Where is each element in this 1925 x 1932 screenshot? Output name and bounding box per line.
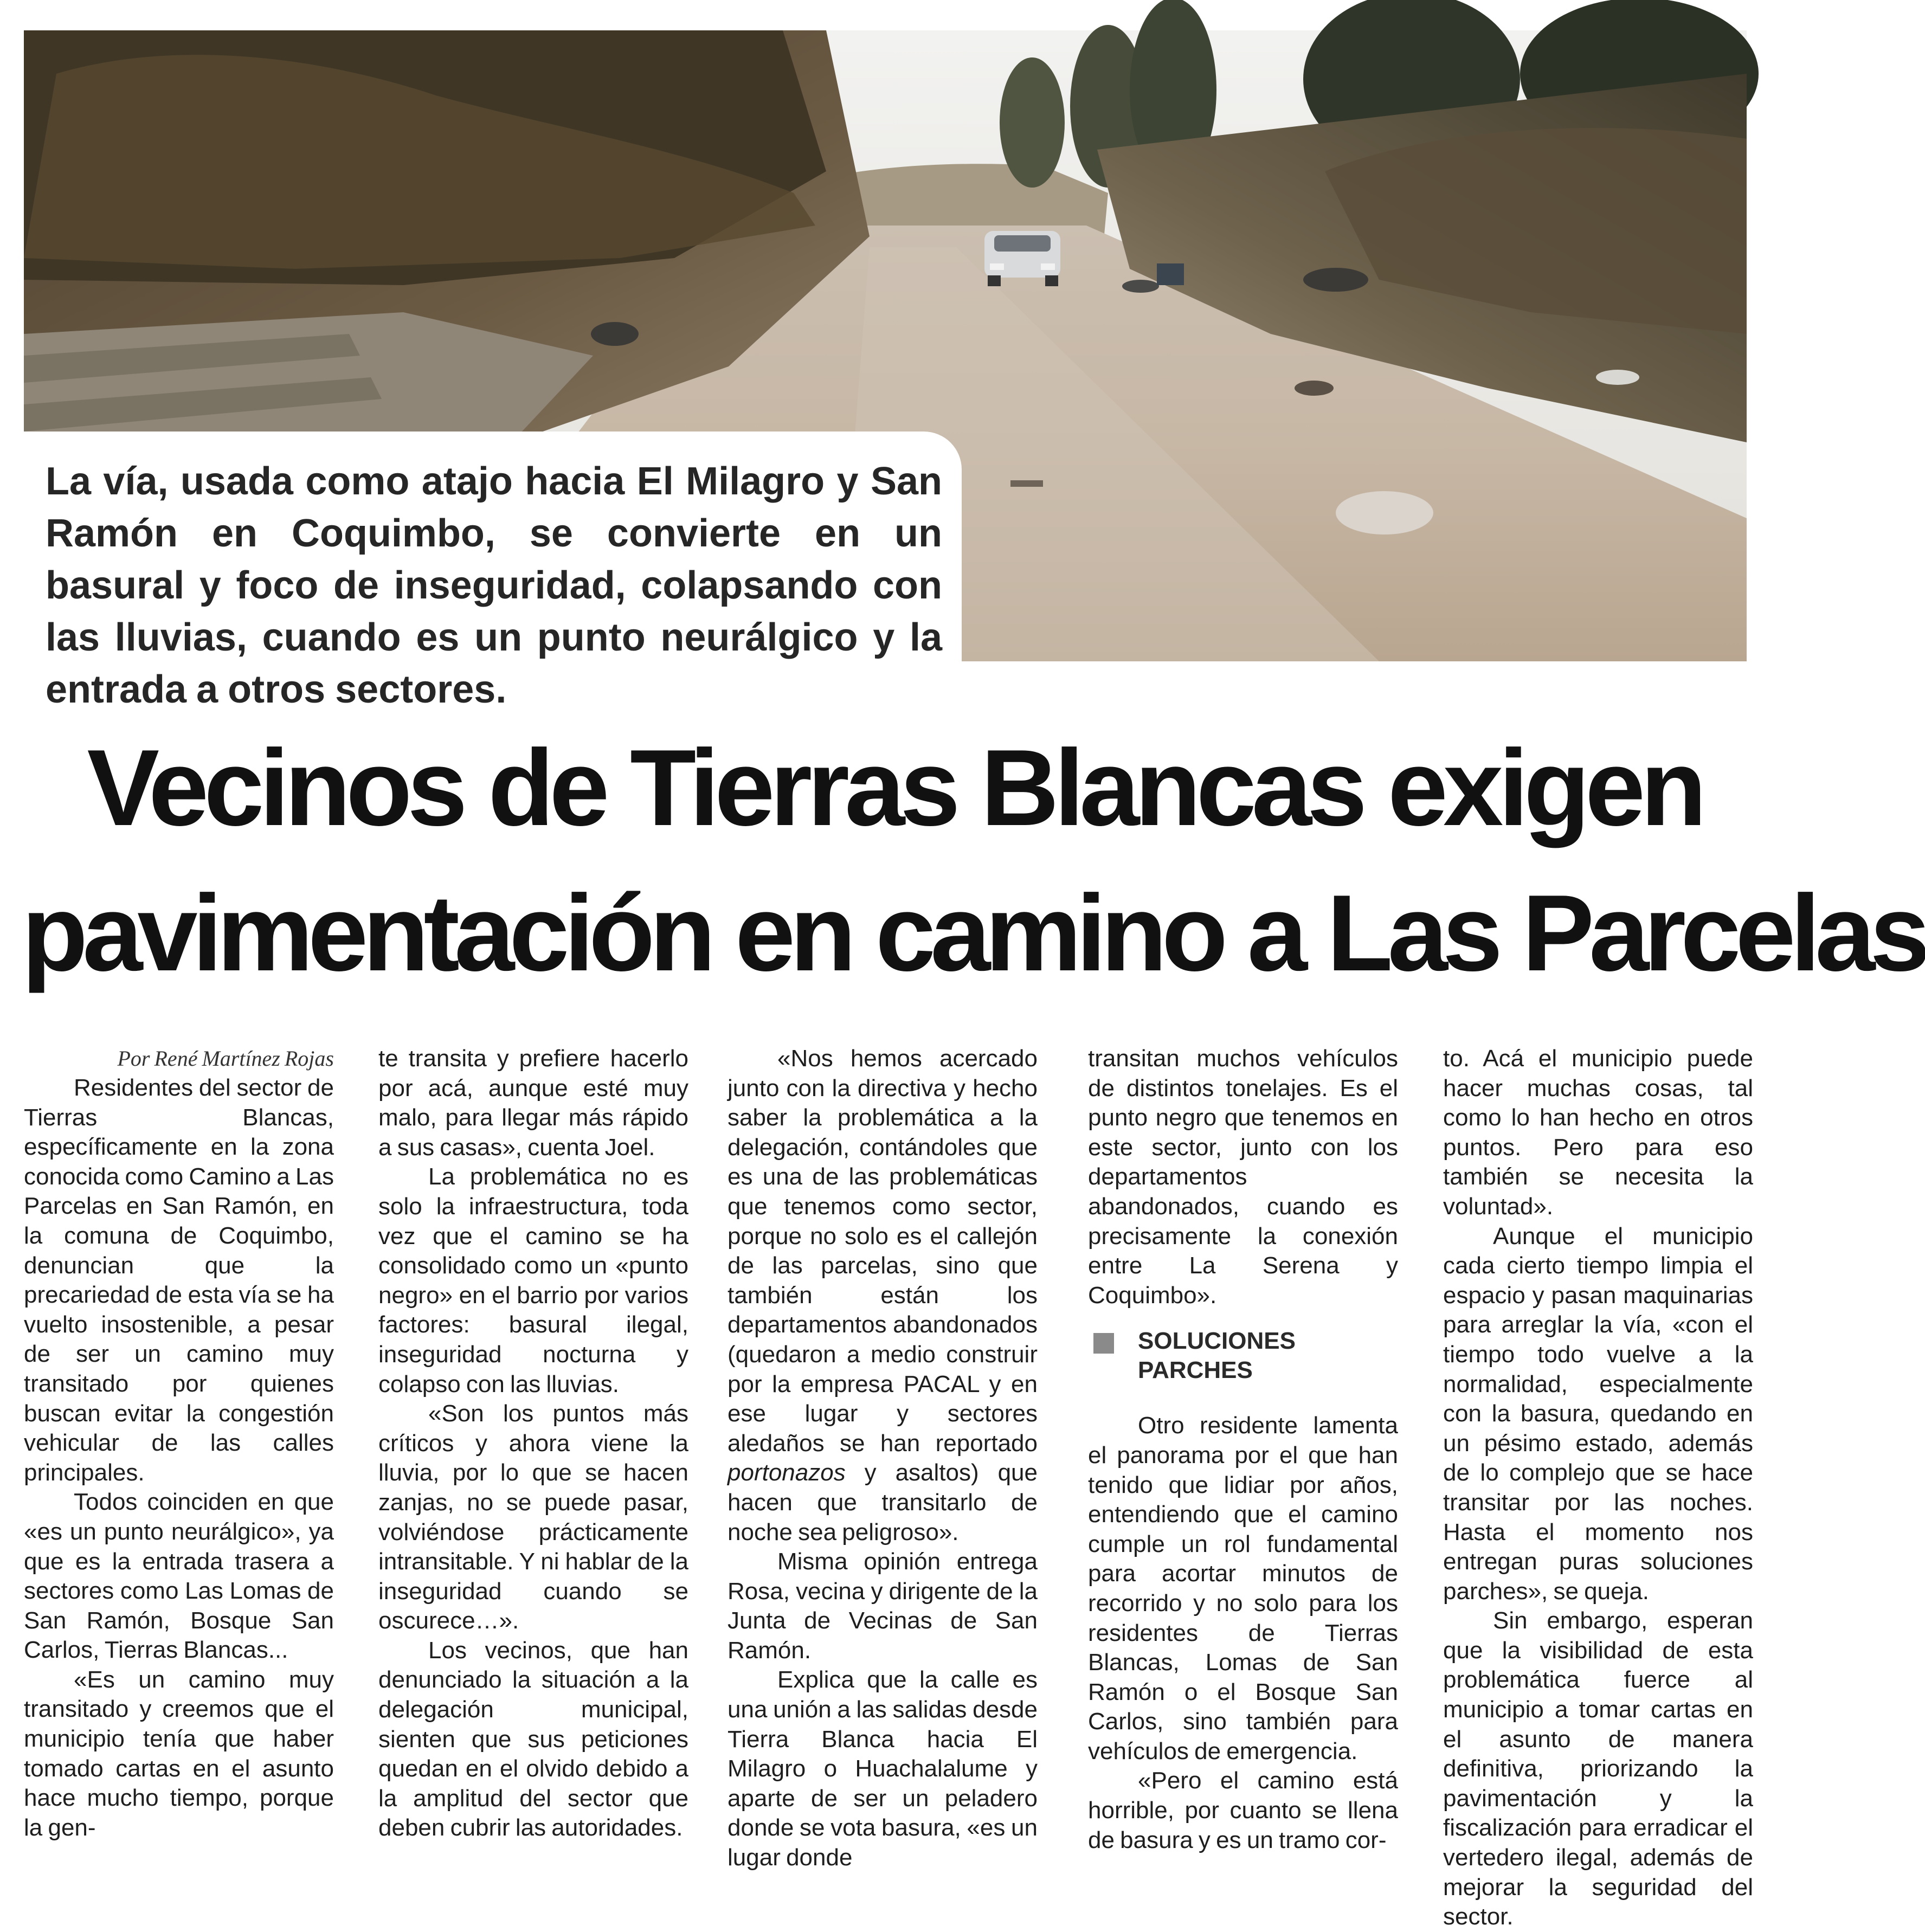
subhead [1088, 1326, 1398, 1385]
paragraph: Los vecinos, que han denunciado la situación a la delegación municipal, sienten que sus peticiones quedan en el olvido debido a la amplitud del sector que deben cubrir las autoridades. [378, 1637, 688, 1841]
subhead-line-1: SOLUCIONES [1138, 1328, 1296, 1355]
paragraph: Sin embargo, esperan que la visibilidad de esta problemática fuerce al municipio a tomar cartas en el asunto de manera definitiva, priorizando la pavimentación y la fiscalización para erradicar el vertedero ilegal, además de mejorar la seguridad del sector. [1443, 1607, 1753, 1930]
column-2 [378, 1044, 688, 1841]
headline [22, 716, 1925, 1006]
byline: Por René Martínez Rojas [117, 1046, 334, 1071]
paragraph: «Es un camino muy transitado y creemos que el municipio tenía que haber tomado cartas en el asunto hace mucho tiempo, porque la gen- [24, 1666, 334, 1841]
square-bullet-icon [1093, 1333, 1114, 1354]
paragraph: Todos coinciden en que «es un punto neurálgico», ya que es la entrada trasera a sectores como Las Lomas de San Ramón, Bosque San Carlos, Tierras Blancas... [24, 1489, 334, 1664]
paragraph: Otro residente lamenta el panorama por el que han tenido que lidiar por años, entendiendo que el camino cumple un rol fundamental para acortar minutos de recorrido y no solo para los residentes de Tierras Blancas, Lomas de San Ramón o el Bosque San Carlos, sino también para vehículos de emergencia. [1088, 1412, 1398, 1764]
column-1 [24, 1044, 334, 1841]
column-5 [1443, 1044, 1753, 1930]
italic-term: portonazos [727, 1459, 846, 1486]
subhead-line-2: PARCHES [1138, 1357, 1253, 1384]
paragraph [727, 1044, 1038, 1547]
paragraph: Aunque el municipio cada cierto tiempo limpia el espacio y pasan maquinarias para arreglar la vía, «con el tiempo todo vuelve a la normalidad, especialmente con la basura, quedando en un pésimo estado, además de lo complejo que se hace transitar por las noches. Hasta el momento nos entregan puras soluciones parches», se queja. [1443, 1222, 1753, 1605]
article-body [24, 1044, 1753, 1930]
paragraph: te transita y prefiere hacerlo por acá, aunque esté muy malo, para llegar más rápido a sus casas», cuenta Joel. [378, 1045, 688, 1161]
paragraph: Residentes del sector de Tierras Blancas, específicamente en la zona conocida como Camino a Las Parcelas en San Ramón, en la comuna de Coquimbo, denuncian que la precariedad de esta vía se ha vuelto insostenible, a pesar de ser un camino muy transitado por quienes buscan evitar la congestión vehicular de las calles principales. [24, 1074, 334, 1486]
headline-line-2: pavimentación en camino a Las Parcelas [22, 873, 1925, 994]
column-3 [727, 1044, 1038, 1871]
headline-line-1: Vecinos de Tierras Blancas exigen [87, 727, 1702, 848]
paragraph-text: «Nos hemos acercado junto con la directiva y hecho saber la problemática a la delegación, contándoles que es una de las problemáticas que tenemos como sector, porque no solo es el callejón de las parcelas, sino que también están los departamentos abandonados (quedaron a medio construir por la empresa PACAL y en ese lugar y sectores aledaños se han reportado [727, 1045, 1038, 1457]
paragraph: «Pero el camino está horrible, por cuanto se llena de basura y es un tramo cor- [1088, 1767, 1398, 1853]
paragraph: Explica que la calle es una unión a las salidas desde Tierra Blanca hacia El Milagro o Huachalalume y aparte de ser un peladero donde se vota basura, «es un lugar donde [727, 1666, 1038, 1871]
paragraph: Misma opinión entrega Rosa, vecina y dirigente de la Junta de Vecinas de San Ramón. [727, 1548, 1038, 1664]
paragraph-text: y asaltos) que hacen que transitarlo de noche sea peligroso». [727, 1459, 1038, 1545]
paragraph: to. Acá el municipio puede hacer muchas cosas, tal como lo han hecho en otros puntos. Pero para eso también se necesita la voluntad». [1443, 1045, 1753, 1220]
column-4 [1088, 1044, 1398, 1853]
photo-caption: La vía, usada como atajo hacia El Milagro y San Ramón en Coquimbo, se convierte en un basural y foco de inseguridad, colapsando con las lluvias, cuando es un punto neurálgico y la entrada a otros sectores. [46, 460, 942, 711]
paragraph: transitan muchos vehículos de distintos tonelajes. Es el punto negro que tenemos en este sector, junto con los departamentos abandonados, cuando es precisamente la conexión entre La Serena y Coquimbo». [1088, 1045, 1398, 1309]
paragraph: La problemática no es solo la infraestructura, toda vez que el camino se ha consolidado como un «punto negro» en el barrio por varios factores: basural ilegal, inseguridad nocturna y colapso con las lluvias. [378, 1163, 688, 1398]
photo-caption-box [24, 432, 962, 711]
article-photo [24, 30, 1747, 711]
paragraph: «Son los puntos más críticos y ahora viene la lluvia, por lo que se hacen zanjas, no se puede pasar, volviéndose prácticamente intransitable. Y ni hablar de la inseguridad cuando se oscurece…». [378, 1400, 688, 1634]
